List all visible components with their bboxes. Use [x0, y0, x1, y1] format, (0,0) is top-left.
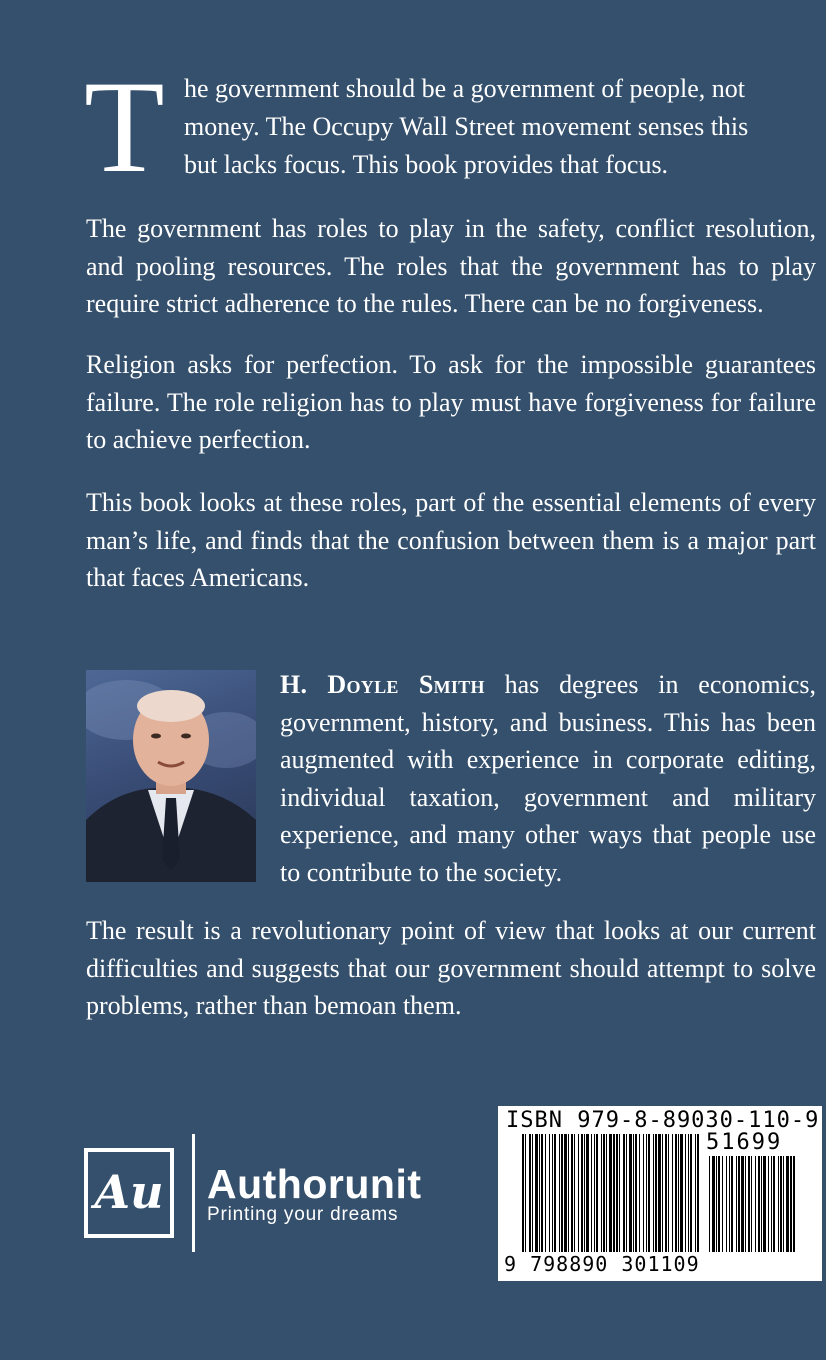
addon-bar [758, 1156, 760, 1252]
barcode-bar [581, 1134, 583, 1252]
drop-cap: T [84, 53, 165, 200]
barcode-bar [646, 1134, 647, 1252]
barcode-bar [549, 1134, 550, 1252]
addon-bar [786, 1156, 789, 1252]
barcode-bar [662, 1134, 663, 1252]
addon-bar [736, 1156, 737, 1252]
barcode-bar [616, 1134, 618, 1252]
barcode-bar [668, 1134, 669, 1252]
addon-bar [773, 1156, 775, 1252]
barcode-bar [685, 1134, 686, 1252]
addon-bar [783, 1156, 784, 1252]
barcode-bar [586, 1134, 589, 1252]
barcode-bar [541, 1134, 543, 1252]
barcode-bar [678, 1134, 679, 1252]
publisher-logo [84, 1148, 174, 1238]
barcode-digits: 9 798890 301109 [504, 1252, 700, 1276]
paragraph-government-roles: The government has roles to play in the safety, conflict resolution, and pooling resources. The roles that the government has to play require strict adherence to the rules. There can be no forgiveness. [86, 214, 816, 318]
barcode-bar [571, 1134, 573, 1252]
addon-bar [716, 1156, 717, 1252]
addon-bar [761, 1156, 762, 1252]
barcode-bar [539, 1134, 540, 1252]
addon-bar [793, 1156, 795, 1252]
addon-bar [755, 1156, 756, 1252]
paragraph-book-roles: This book looks at these roles, part of the essential elements of every man’s life, and finds that the confusion between them is a major part that faces Americans. [86, 488, 816, 592]
barcode-bar [564, 1134, 567, 1252]
barcode-bar [525, 1134, 526, 1252]
barcode-bar [596, 1134, 598, 1252]
intro-line-2: money. The Occupy Wall Street movement senses this [184, 112, 749, 141]
paragraph-religion: Religion asks for perfection. To ask for the impossible guarantees failure. The role religion has to play must have forgiveness for failure to achieve perfection. [86, 350, 816, 454]
barcode-bar [635, 1134, 637, 1252]
addon-bar [778, 1156, 779, 1252]
author-photo [86, 670, 256, 882]
barcode-bar [626, 1134, 627, 1252]
barcode-bar [609, 1134, 612, 1252]
addon-bar [763, 1156, 766, 1252]
addon-bar [748, 1156, 750, 1252]
addon-bar [738, 1156, 740, 1252]
addon-bar [741, 1156, 744, 1252]
addon-bar [718, 1156, 720, 1252]
barcode-bar [584, 1134, 585, 1252]
addon-bar [751, 1156, 752, 1252]
barcode-bar [619, 1134, 620, 1252]
barcode-bar [690, 1134, 692, 1252]
author-bio [280, 666, 816, 891]
barcode-bar [658, 1134, 661, 1252]
intro-line-1: he government should be a government of people, not [184, 74, 746, 103]
addon-bar [726, 1156, 727, 1252]
barcode-bar [568, 1134, 569, 1252]
addon-bar [780, 1156, 782, 1252]
publisher-logo-letters: Au [94, 1165, 164, 1219]
addon-bar [712, 1156, 715, 1252]
barcode-bar [554, 1134, 556, 1252]
barcode-bar [532, 1134, 533, 1252]
barcode-bar [535, 1134, 538, 1252]
barcode-bar [559, 1134, 560, 1252]
isbn-barcode [498, 1106, 822, 1281]
barcode-bar [665, 1134, 667, 1252]
author-name: H. Doyle Smith [280, 670, 485, 699]
addon-bar [790, 1156, 792, 1252]
paragraph-closing: The result is a revolutionary point of view that looks at our current difficulties and suggests that our government should attempt to solve problems, rather than bemoan them. [86, 916, 816, 1020]
barcode-bar [594, 1134, 595, 1252]
barcode-bar [561, 1134, 563, 1252]
addon-bar [709, 1156, 710, 1252]
barcode-bar [522, 1134, 524, 1252]
addon-bar [771, 1156, 772, 1252]
barcode-bar [601, 1134, 602, 1252]
barcode-bar [545, 1134, 546, 1252]
author-bio-text: has degrees in economics, government, history, and business. This has been augmented with experience in corporate editing, individual taxation, government and military experience, and many other ways that people use to contribute to the society. [280, 670, 816, 887]
barcode-bar [591, 1134, 592, 1252]
barcode-bar [672, 1134, 673, 1252]
addon-bar [745, 1156, 746, 1252]
isbn-text: ISBN 979-8-89030-110-9 [506, 1108, 820, 1133]
publisher-name: Authorunit [207, 1161, 422, 1207]
barcode-bar [623, 1134, 625, 1252]
barcode-bar [639, 1134, 640, 1252]
addon-bar [768, 1156, 769, 1252]
barcode-bar [552, 1134, 553, 1252]
barcode-bar [695, 1134, 696, 1252]
addon-bar [729, 1156, 730, 1252]
price-addon-text: 51699 [706, 1130, 783, 1155]
intro-line-3: but lacks focus. This book provides that focus. [184, 150, 669, 179]
barcode-bar [613, 1134, 615, 1252]
addon-bar [731, 1156, 733, 1252]
barcode-bar [688, 1134, 689, 1252]
addon-bar [722, 1156, 723, 1252]
barcode-bar [633, 1134, 634, 1252]
barcode-bar [574, 1134, 575, 1252]
publisher-tagline: Printing your dreams [207, 1204, 399, 1225]
barcode-bar [629, 1134, 632, 1252]
barcode-bar [675, 1134, 677, 1252]
barcode-bar [529, 1134, 531, 1252]
barcode-bar [697, 1134, 699, 1252]
barcode-bar [578, 1134, 579, 1252]
barcode-bar [603, 1134, 605, 1252]
barcode-bar [680, 1134, 683, 1252]
barcode-bar [648, 1134, 650, 1252]
barcode-bar [643, 1134, 644, 1252]
barcode-bar [655, 1134, 657, 1252]
barcode-bar [606, 1134, 607, 1252]
barcode-bar [653, 1134, 654, 1252]
logo-divider [192, 1134, 195, 1252]
